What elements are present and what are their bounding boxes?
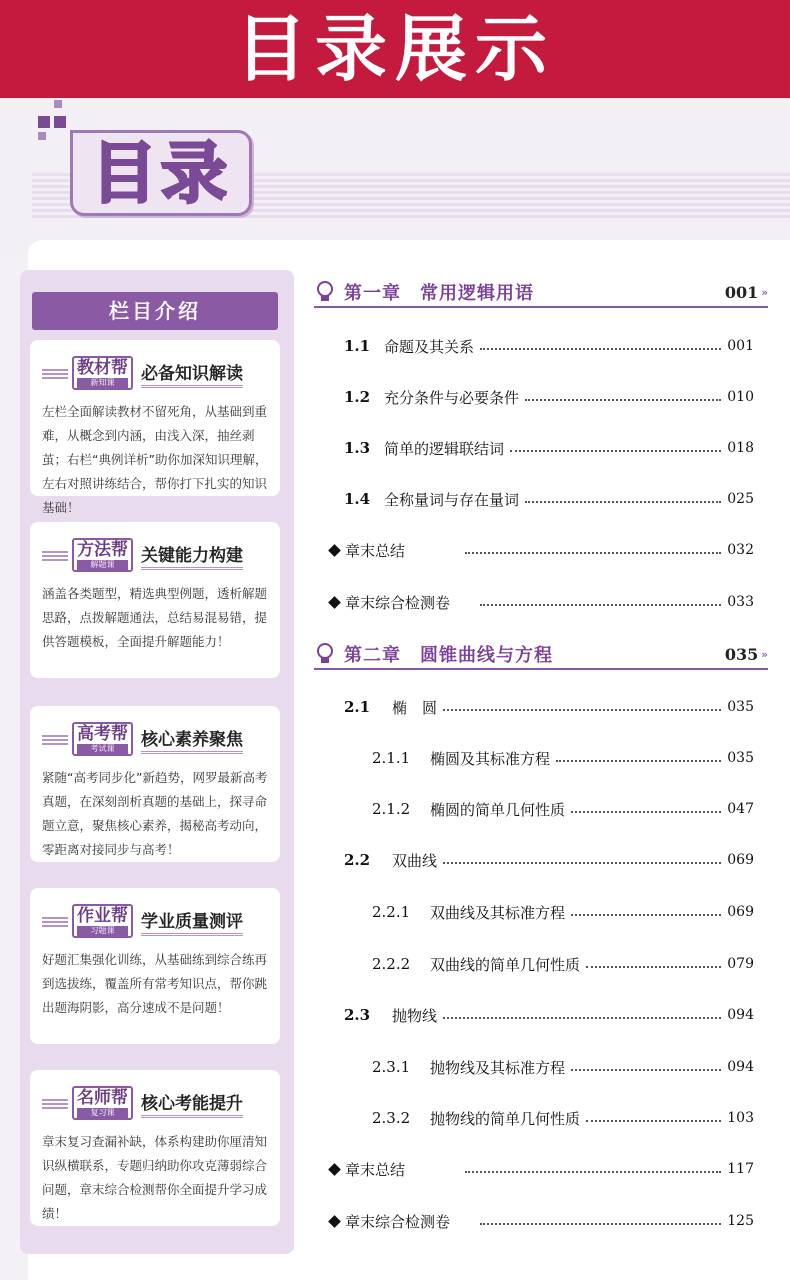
decor-lines — [42, 1097, 68, 1109]
card-text: 紧随“高考同步化”新趋势，网罗最新高考真题，在深刻剖析真题的基础上，探寻命题立意，聚焦核心素养，揭秘高考动向，零距离对接同步与高考！ — [42, 770, 268, 857]
toc-page: 069 — [727, 852, 754, 868]
toc-row[interactable] — [372, 744, 754, 772]
toc-num: 2.3.2 — [372, 1109, 411, 1127]
dot-leader — [465, 552, 721, 554]
intro-card — [30, 522, 280, 678]
chapter-title: 第二章 圆锥曲线与方程 — [344, 645, 553, 666]
card-tag-label: 名师帮 — [77, 1088, 128, 1108]
card-head — [42, 534, 268, 576]
dot-leader — [571, 811, 721, 813]
toc-page: 032 — [727, 542, 754, 558]
dot-leader — [443, 709, 721, 711]
card-tag-label: 教材帮 — [77, 358, 128, 378]
dot-leader — [586, 966, 721, 968]
toc-page: 069 — [727, 904, 754, 920]
intro-card — [30, 1070, 280, 1226]
mulu-heading: 目录 — [91, 135, 231, 212]
toc-num: 2.2.1 — [372, 903, 411, 921]
bulb-icon — [314, 642, 336, 666]
decor-square — [54, 100, 62, 108]
banner-title: 目录展示 — [234, 7, 555, 91]
toc-num: 2.1 — [344, 698, 371, 716]
toc-row[interactable] — [372, 1104, 754, 1132]
diamond-bullet-icon — [328, 596, 341, 609]
toc-title: 章末总结 — [345, 1160, 406, 1179]
toc-page: 094 — [727, 1007, 754, 1023]
toc-row[interactable] — [344, 383, 754, 411]
decor-lines — [42, 915, 68, 927]
card-text: 左栏全面解读教材不留死角，从基础到重难，从概念到内涵，由浅入深，抽丝剥茧；右栏“典例详析”助你加深知识理解，左右对照讲练结合，帮你打下扎实的知识基础！ — [42, 404, 268, 515]
intro-card — [30, 340, 280, 515]
decor-lines — [42, 367, 68, 379]
toc-title: 命题及其关系 — [384, 337, 475, 356]
card-tag-sub: 考试课 — [77, 744, 128, 754]
card-tag-label: 方法帮 — [77, 540, 128, 560]
chapter-page: 001 — [724, 282, 759, 302]
card-head — [42, 718, 268, 760]
card-tag-sub: 新知课 — [77, 378, 128, 388]
diamond-bullet-icon — [328, 1215, 341, 1228]
dot-leader — [510, 450, 721, 452]
dot-leader — [465, 1171, 721, 1173]
toc-page: 033 — [727, 594, 754, 610]
card-tag-sub: 复习课 — [77, 1108, 128, 1118]
toc-num: 1.1 — [344, 337, 371, 355]
mulu-heading-box — [70, 130, 252, 216]
chapter-title: 第一章 常用逻辑用语 — [344, 283, 534, 304]
card-tag — [72, 722, 133, 756]
toc-row[interactable] — [344, 693, 754, 721]
toc-row[interactable] — [372, 1053, 754, 1081]
dot-leader — [586, 1120, 721, 1122]
card-tag — [72, 1086, 133, 1120]
toc-num: 1.4 — [344, 490, 371, 508]
toc-row[interactable] — [330, 588, 754, 616]
toc-num: 2.2.2 — [372, 955, 411, 973]
decor-lines — [42, 549, 68, 561]
toc-page: 025 — [727, 491, 754, 507]
diamond-bullet-icon — [328, 1163, 341, 1176]
card-tag — [72, 356, 133, 390]
dot-leader — [556, 760, 721, 762]
toc-title: 抛物线及其标准方程 — [430, 1058, 566, 1077]
toc-title: 全称量词与存在量词 — [384, 490, 520, 509]
toc-row[interactable] — [372, 950, 754, 978]
dot-leader — [480, 348, 721, 350]
card-text: 章末复习查漏补缺，体系构建助你厘清知识纵横联系，专题归纳助你攻克薄弱综合问题，章末综合检测帮你全面提升学习成绩！ — [42, 1134, 268, 1221]
toc-page: 018 — [727, 440, 754, 456]
toc-num: 2.2 — [344, 851, 371, 869]
toc-num: 2.1.1 — [372, 749, 411, 767]
dot-leader — [443, 862, 721, 864]
double-chevron-icon: » — [761, 647, 768, 661]
dot-leader — [443, 1017, 721, 1019]
toc-title: 双曲线的简单几何性质 — [430, 955, 581, 974]
toc-page: 010 — [727, 389, 754, 405]
card-title: 学业质量测评 — [141, 907, 243, 936]
toc-title: 充分条件与必要条件 — [384, 388, 520, 407]
toc-row[interactable] — [344, 1001, 754, 1029]
decor-square — [54, 116, 66, 128]
toc-page: 035 — [727, 750, 754, 766]
chapter-page: 035 — [724, 644, 759, 664]
toc-title: 章末综合检测卷 — [345, 593, 451, 612]
card-head — [42, 900, 268, 942]
toc-row[interactable] — [372, 795, 754, 823]
dot-leader — [480, 1223, 721, 1225]
toc-row[interactable] — [344, 434, 754, 462]
toc-row[interactable] — [330, 536, 754, 564]
card-tag-label: 高考帮 — [77, 724, 128, 744]
card-tag — [72, 904, 133, 938]
toc-page: 103 — [727, 1110, 754, 1126]
toc-num: 2.3.1 — [372, 1058, 411, 1076]
dot-leader — [571, 1069, 721, 1071]
card-text: 涵盖各类题型，精选典型例题，透析解题思路，点拨解题通法，总结易混易错，提供答题模板，全面提升解题能力！ — [42, 586, 268, 649]
toc-page: 094 — [727, 1059, 754, 1075]
toc-title: 椭圆及其标准方程 — [430, 749, 551, 768]
card-tag-sub: 习题课 — [77, 926, 128, 936]
toc-row[interactable] — [344, 332, 754, 360]
card-title: 必备知识解读 — [141, 359, 243, 388]
card-title: 核心素养聚焦 — [141, 725, 243, 754]
dot-leader — [525, 501, 721, 503]
toc-row[interactable] — [330, 1207, 754, 1235]
toc-title: 双曲线 — [392, 851, 438, 870]
toc-title: 章末综合检测卷 — [345, 1212, 451, 1231]
decor-square — [38, 116, 50, 128]
toc-page: 035 — [727, 699, 754, 715]
toc-row[interactable] — [344, 846, 754, 874]
card-head — [42, 352, 268, 394]
chapter-heading[interactable] — [314, 278, 768, 308]
dot-leader — [480, 604, 721, 606]
decor-square — [38, 132, 46, 140]
card-tag-sub: 解题课 — [77, 560, 128, 570]
toc-num: 2.1.2 — [372, 800, 411, 818]
bulb-icon — [314, 280, 336, 304]
column-intro-title: 栏目介绍 — [32, 292, 278, 330]
card-text: 好题汇集强化训练，从基础练到综合练再到选拔练，覆盖所有常考知识点，帮你跳出题海阴影，高分速成不是问题！ — [42, 952, 268, 1015]
chapter-heading[interactable] — [314, 640, 768, 670]
toc-page: 117 — [727, 1161, 754, 1177]
toc-title: 简单的逻辑联结词 — [384, 439, 505, 458]
toc-num: 1.3 — [344, 439, 371, 457]
dot-leader — [571, 914, 721, 916]
toc-row[interactable] — [372, 898, 754, 926]
top-banner — [0, 0, 790, 98]
toc-title: 抛物线 — [392, 1006, 438, 1025]
card-head — [42, 1082, 268, 1124]
toc-title: 章末总结 — [345, 541, 406, 560]
decor-lines — [42, 733, 68, 745]
toc-page: 047 — [727, 801, 754, 817]
toc-title: 双曲线及其标准方程 — [430, 903, 566, 922]
toc-num: 1.2 — [344, 388, 371, 406]
toc-num: 2.3 — [344, 1006, 371, 1024]
card-tag — [72, 538, 133, 572]
toc-row[interactable] — [344, 485, 754, 513]
double-chevron-icon: » — [761, 285, 768, 299]
toc-title: 抛物线的简单几何性质 — [430, 1109, 581, 1128]
toc-page: 125 — [727, 1213, 754, 1229]
dot-leader — [525, 399, 721, 401]
intro-card — [30, 706, 280, 862]
toc-row[interactable] — [330, 1155, 754, 1183]
card-title: 关键能力构建 — [141, 541, 243, 570]
toc-page: 079 — [727, 956, 754, 972]
card-title: 核心考能提升 — [141, 1089, 243, 1118]
card-tag-label: 作业帮 — [77, 906, 128, 926]
toc-page: 001 — [727, 338, 754, 354]
intro-card — [30, 888, 280, 1044]
toc-title: 椭圆的简单几何性质 — [430, 800, 566, 819]
toc-title: 椭 圆 — [392, 698, 438, 717]
diamond-bullet-icon — [328, 544, 341, 557]
